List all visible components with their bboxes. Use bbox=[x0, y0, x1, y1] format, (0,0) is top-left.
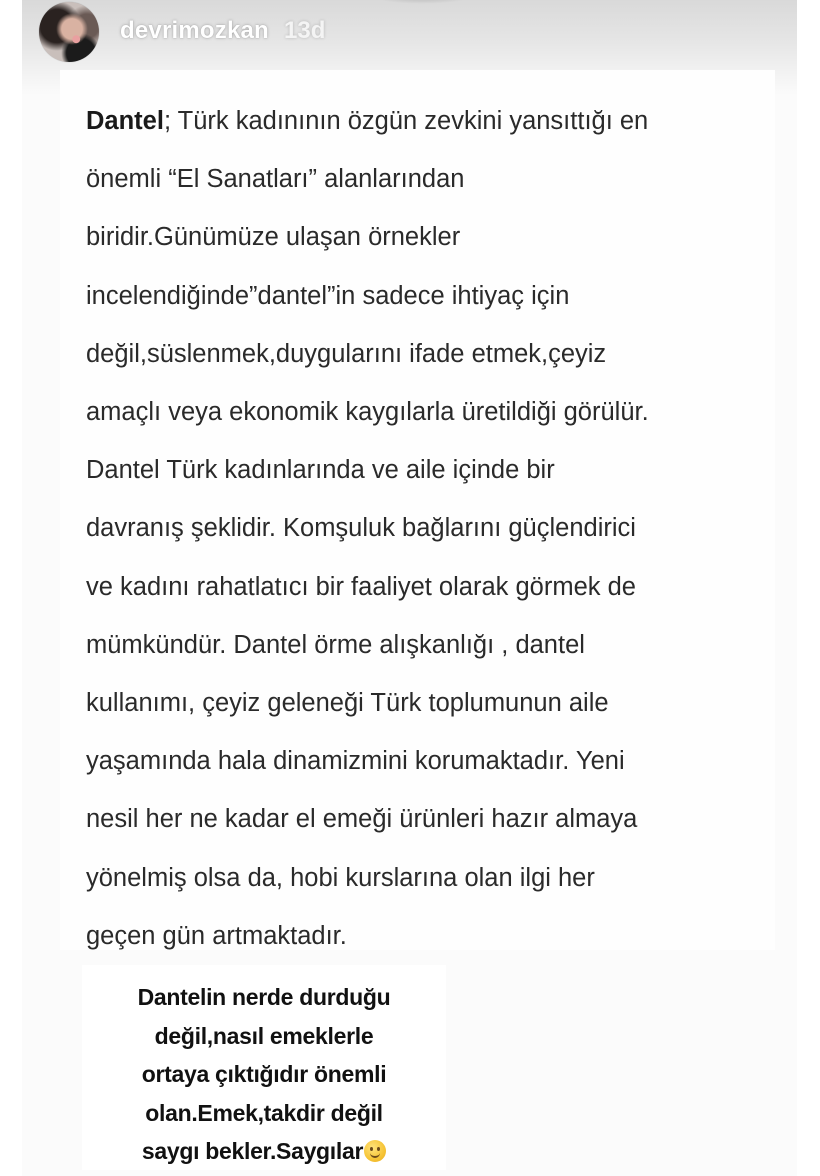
text-line: Dantel; Türk kadınının özgün zevkini yansıttığı en bbox=[86, 107, 649, 135]
quote-line: Dantelin nerde durduğu bbox=[137, 984, 391, 1010]
username-link[interactable]: devrimozkan bbox=[120, 17, 269, 44]
text-line: kullanımı, çeyiz geleneği Türk toplumunun aile bbox=[86, 689, 609, 718]
text-line: nesil her ne kadar el emeği ürünleri hazır almaya bbox=[86, 805, 638, 834]
text-line: Dantel Türk kadınlarında ve aile içinde bir bbox=[86, 456, 555, 485]
quote-line: değil,nasıl emeklerle bbox=[154, 1022, 374, 1049]
quote-line: saygı bekler.Saygılar bbox=[82, 1132, 446, 1171]
post-time: 13d bbox=[284, 17, 326, 44]
quote-line: ortaya çıktığıdır önemli bbox=[141, 1061, 387, 1087]
text-line: biridir.Günümüze ulaşan örnekler bbox=[86, 223, 461, 252]
smiley-emoji-icon bbox=[364, 1140, 386, 1162]
text-line: ve kadını rahatlatıcı bir faaliyet olarak görmek de bbox=[86, 572, 636, 601]
text-line: yönelmiş olsa da, hobi kurslarına olan ilgi her bbox=[86, 863, 595, 892]
text-line: mümkündür. Dantel örme alışkanlığı , dantel bbox=[86, 630, 585, 659]
text-line: davranış şeklidir. Komşuluk bağlarını güçlendirici bbox=[86, 514, 636, 543]
lead-bold-word: Dantel bbox=[86, 107, 164, 135]
text-line: yaşamında hala dinamizmini korumaktadır. Yeni bbox=[86, 747, 625, 776]
body-paragraph bbox=[86, 92, 776, 965]
text-line: amaçlı veya ekonomik kaygılarla üretildiği görülür. bbox=[86, 398, 649, 427]
text-line: geçen gün artmaktadır. bbox=[86, 921, 347, 950]
quote-text bbox=[82, 978, 446, 1171]
text-line: değil,süslenmek,duygularını ifade etmek,çeyiz bbox=[86, 339, 607, 368]
text-line: önemli “El Sanatları” alanlarından bbox=[86, 165, 465, 194]
text-line: incelendiğinde”dantel”in sadece ihtiyaç için bbox=[86, 281, 570, 310]
avatar[interactable] bbox=[39, 2, 99, 62]
quote-line: olan.Emek,takdir değil bbox=[145, 1099, 383, 1126]
